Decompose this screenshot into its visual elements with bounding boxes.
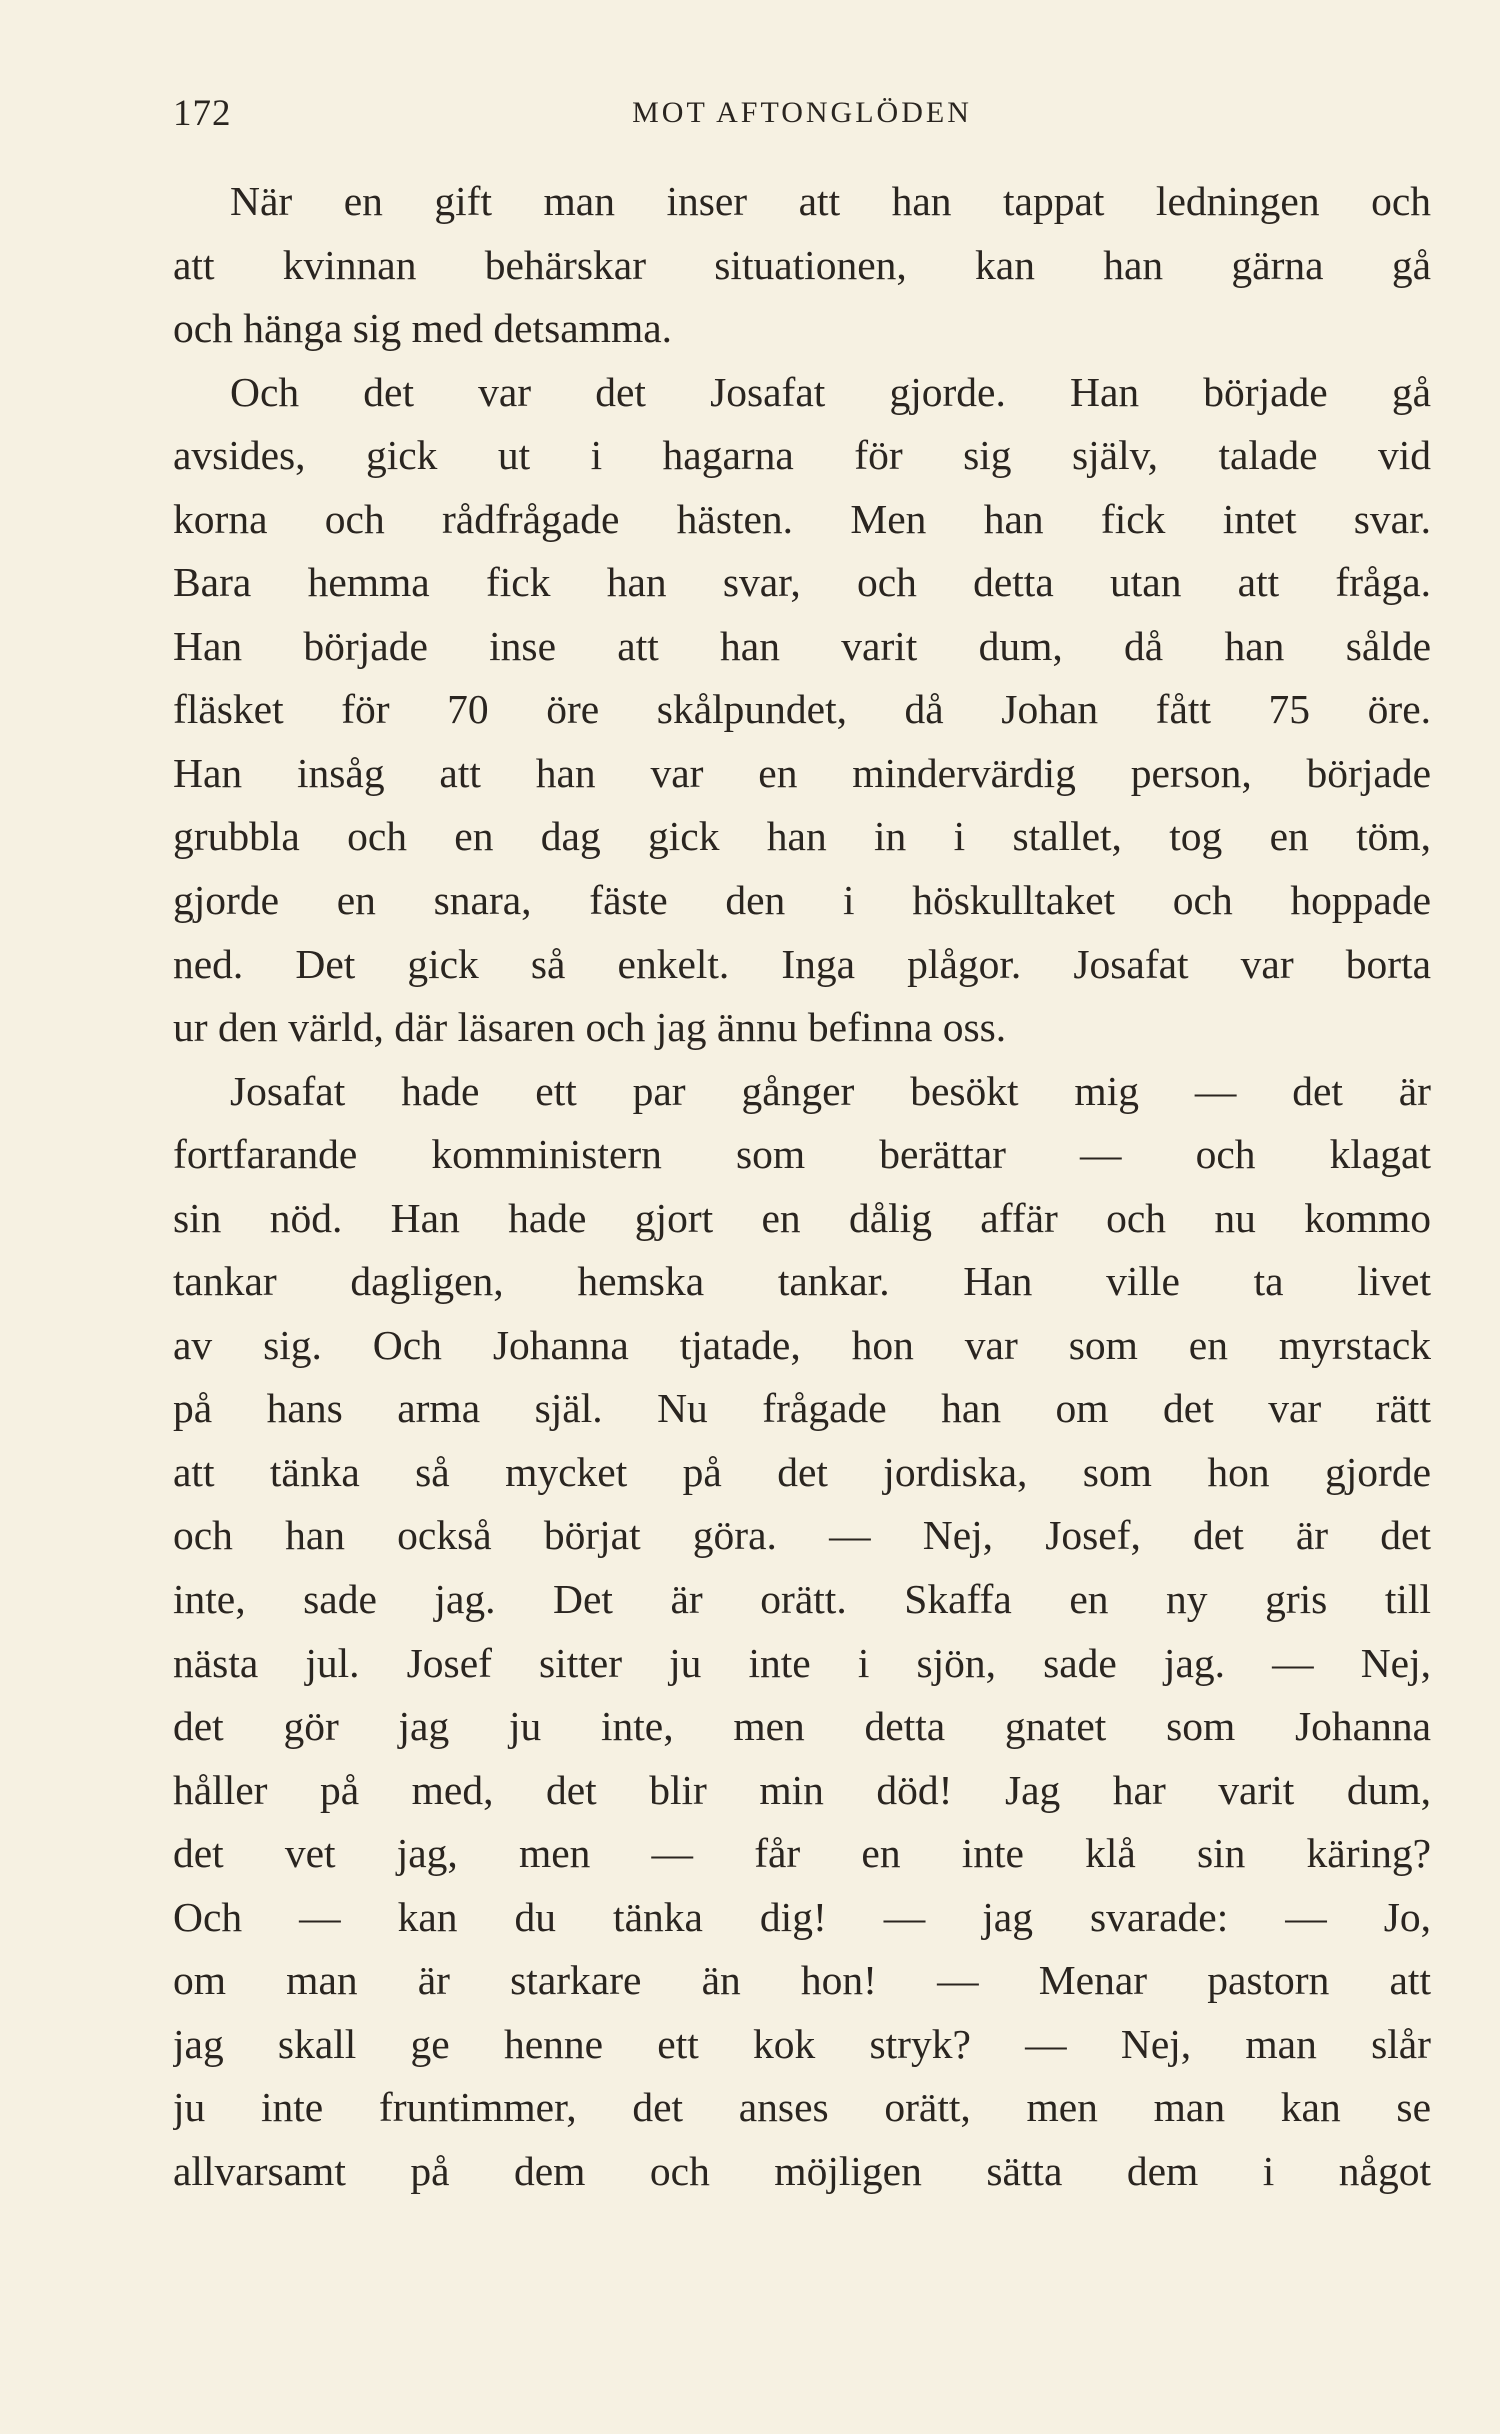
text-line: grubbla och en dag gick han in i stallet, tog en töm,	[173, 813, 1431, 860]
text-line: allvarsamt på dem och möjligen sätta dem i något	[173, 2147, 1431, 2194]
text-line: Och — kan du tänka dig! — jag svarade: — Jo,	[173, 1893, 1431, 1940]
text-line: fläsket för 70 öre skålpundet, då Johan fått 75 öre.	[173, 686, 1431, 733]
running-title: MOT AFTONGLÖDEN	[632, 96, 972, 129]
page-header	[173, 92, 1431, 142]
text-line: om man är starkare än hon! — Menar pastorn att	[173, 1957, 1431, 2004]
text-line: nästa jul. Josef sitter ju inte i sjön, sade jag. — Nej,	[173, 1639, 1431, 1686]
text-line: och han också börjat göra. — Nej, Josef, det är det	[173, 1512, 1431, 1559]
text-line: det gör jag ju inte, men detta gnatet som Johanna	[173, 1703, 1431, 1750]
text-line: Bara hemma fick han svar, och detta utan att fråga.	[173, 559, 1431, 606]
text-line: det vet jag, men — får en inte klå sin käring?	[173, 1830, 1431, 1877]
text-line: att tänka så mycket på det jordiska, som hon gjorde	[173, 1448, 1431, 1495]
text-line: och hänga sig med detsamma.	[173, 305, 673, 352]
body-text	[173, 170, 1431, 2204]
text-line: inte, sade jag. Det är orätt. Skaffa en ny gris till	[173, 1576, 1431, 1623]
text-line: Han insåg att han var en mindervärdig person, började	[173, 749, 1431, 796]
text-line: fortfarande komministern som berättar — och klagat	[173, 1131, 1431, 1178]
text-line: jag skall ge henne ett kok stryk? — Nej, man slår	[173, 2020, 1431, 2067]
text-line: korna och rådfrågade hästen. Men han fick intet svar.	[173, 495, 1431, 542]
text-line: Josafat hade ett par gånger besökt mig — det är	[230, 1067, 1431, 1114]
text-line: Och det var det Josafat gjorde. Han började gå	[230, 368, 1431, 415]
text-line: av sig. Och Johanna tjatade, hon var som en myrstack	[173, 1321, 1431, 1368]
text-line: ur den värld, där läsaren och jag ännu befinna oss.	[173, 1004, 1007, 1051]
text-line: sin nöd. Han hade gjort en dålig affär och nu kommo	[173, 1194, 1431, 1241]
text-line: gjorde en snara, fäste den i höskulltaket och hoppade	[173, 877, 1431, 924]
text-line: ned. Det gick så enkelt. Inga plågor. Josafat var borta	[173, 940, 1431, 987]
text-line: Han började inse att han varit dum, då han sålde	[173, 622, 1431, 669]
text-line: tankar dagligen, hemska tankar. Han ville ta livet	[173, 1258, 1431, 1305]
text-line: avsides, gick ut i hagarna för sig själv, talade vid	[173, 432, 1431, 479]
text-line: håller på med, det blir min död! Jag har varit dum,	[173, 1766, 1431, 1813]
text-line: ju inte fruntimmer, det anses orätt, men man kan se	[173, 2084, 1431, 2131]
page-number: 172	[173, 93, 232, 134]
text-line: När en gift man inser att han tappat ledningen och	[230, 178, 1431, 224]
text-line: att kvinnan behärskar situationen, kan han gärna gå	[173, 241, 1431, 288]
text-line: på hans arma själ. Nu frågade han om det var rätt	[173, 1385, 1431, 1432]
